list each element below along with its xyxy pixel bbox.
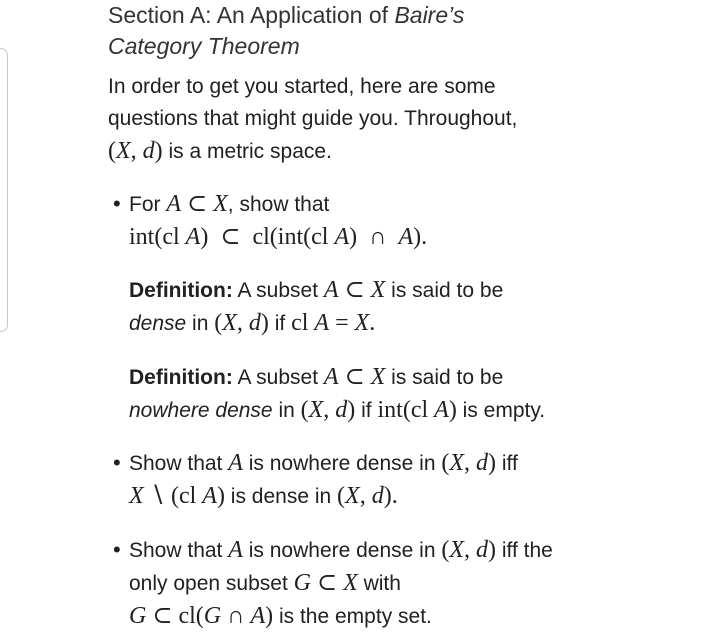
bullet-item-3: [113, 534, 553, 633]
bullet-marker: •: [113, 191, 121, 216]
intro-line-2: questions that might guide you. Throughout,: [108, 107, 518, 130]
math-metric-space: (X, d): [108, 138, 163, 164]
definition-dense-line-2: dense in (X, d) if cl A = X.: [129, 310, 376, 336]
definition-dense: [129, 274, 503, 340]
bullet-item-1: [113, 188, 428, 254]
bullet-2-line-1: Show that A is nowhere dense in (X, d) iff: [129, 450, 518, 476]
bullet-item-2: [113, 447, 518, 513]
definition-label: Definition:: [129, 279, 233, 302]
definition-nowhere-dense-line-2: nowhere dense in (X, d) if int(cl A) is empty.: [129, 397, 546, 423]
intro-line-3: (X, d) is a metric space.: [108, 138, 332, 164]
bullet-2-line-2: X ∖ (cl A) is dense in (X, d).: [129, 483, 398, 509]
definition-label: Definition:: [129, 366, 233, 389]
section-label: Section A:: [108, 2, 212, 28]
bullet-3-line-1: Show that A is nowhere dense in (X, d) iff the: [129, 537, 553, 563]
section-title-plain: An Application of: [211, 2, 395, 28]
definition-nowhere-dense: [129, 361, 545, 427]
math-a-subset-x: A ⊂ X: [166, 191, 228, 217]
bullet-3-line-2: only open subset G ⊂ X with: [129, 570, 401, 596]
bullet-marker: •: [113, 450, 121, 475]
bullet-1-line-1: For A ⊂ X, show that: [129, 191, 330, 217]
intro-line-1: In order to get you started, here are some: [108, 75, 496, 98]
bullet-1-line-2: [129, 221, 427, 254]
section-title-italic: Baire’s Category Theorem: [108, 2, 465, 59]
definition-dense-line-1: Definition: A subset A ⊂ X is said to be: [129, 277, 504, 303]
side-panel-edge: [0, 48, 8, 332]
math-int-cl-inclusion: int(cl A) ⊂ cl(int(cl A) ∩ A).: [129, 224, 428, 250]
term-dense: dense: [129, 312, 187, 335]
section-heading: [108, 0, 528, 62]
bullet-3-line-3: G ⊂ cl(G ∩ A) is the empty set.: [129, 603, 432, 629]
definition-nowhere-dense-line-1: Definition: A subset A ⊂ X is said to be: [129, 364, 504, 390]
bullet-marker: •: [113, 537, 121, 562]
term-nowhere-dense: nowhere dense: [129, 399, 273, 422]
intro-paragraph: [108, 71, 517, 168]
